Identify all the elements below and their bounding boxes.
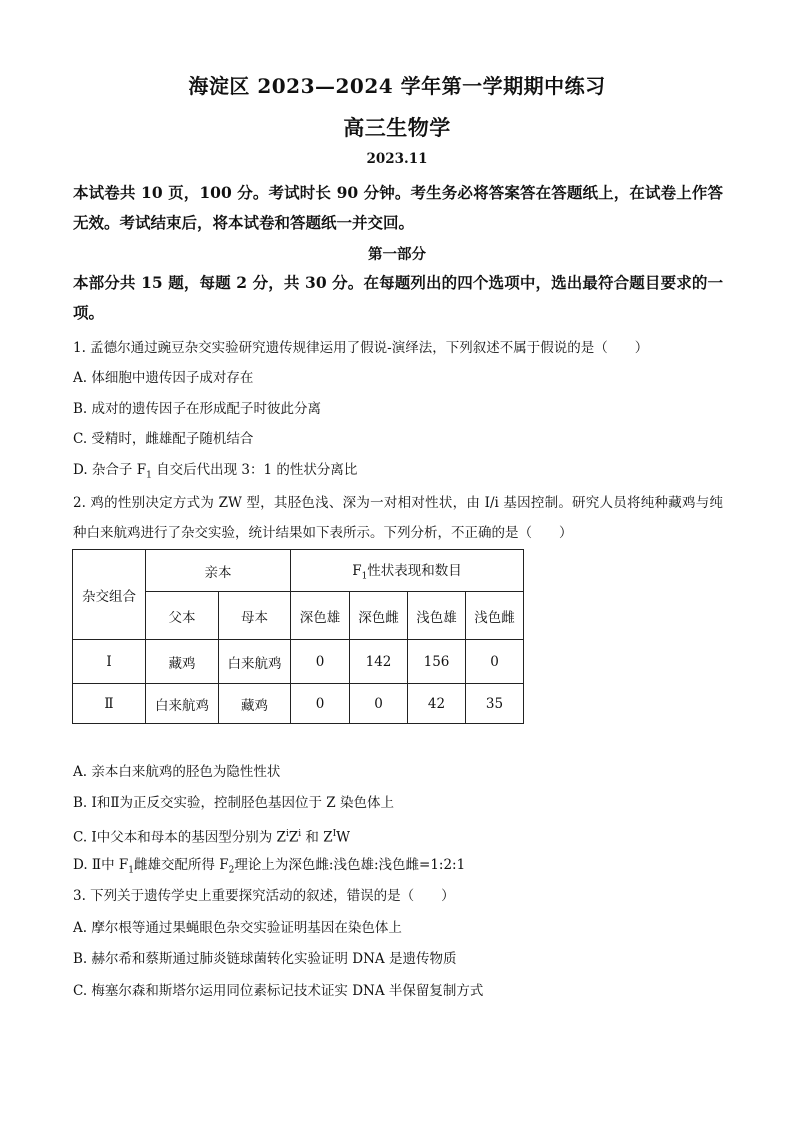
- header-father: 父本: [146, 592, 219, 640]
- header-cross-group: 杂交组合: [73, 550, 146, 640]
- q2-option-c: C. Ⅰ中父本和母本的基因型分别为 $Z^iZ^i$ 和 $Z^IW$: [73, 829, 351, 846]
- q2-option-a: A. 亲本白来航鸡的胫色为隐性性状: [73, 764, 281, 780]
- cell-father: 藏鸡: [146, 640, 219, 684]
- q3-option-a: A. 摩尔根等通过果蝇眼色杂交实验证明基因在染色体上: [73, 920, 402, 936]
- cell-value: 0: [291, 684, 350, 724]
- q1-option-d: D. 杂合子 $F_1$ 自交后代出现 3：1 的性状分离比: [73, 462, 358, 481]
- cell-father: 白来航鸡: [146, 684, 219, 724]
- q1-stem: 1. 孟德尔通过豌豆杂交实验研究遗传规律运用了假说-演绎法，下列叙述不属于假说的是（ ）: [73, 340, 649, 356]
- part-title: 第一部分: [368, 246, 426, 263]
- cell-value: 156: [408, 640, 466, 684]
- q3-option-b: B. 赫尔希和蔡斯通过肺炎链球菌转化实验证明 DNA 是遗传物质: [73, 951, 457, 967]
- exam-subject: 高三生物学: [343, 115, 451, 140]
- cell-value: 35: [466, 684, 524, 724]
- header-f1: $F_1$性状表现和数目: [291, 550, 524, 592]
- q3-stem: 3. 下列关于遗传学史上重要探究活动的叙述，错误的是（ ）: [73, 888, 455, 904]
- header-mother: 母本: [219, 592, 291, 640]
- header-light-male: 浅色雄: [408, 592, 466, 640]
- exam-date: 2023.11: [366, 151, 428, 167]
- q1-option-a: A. 体细胞中遗传因子成对存在: [73, 370, 254, 386]
- cell-value: 42: [408, 684, 466, 724]
- cell-mother: 白来航鸡: [219, 640, 291, 684]
- header-light-female: 浅色雌: [466, 592, 524, 640]
- q3-option-c: C. 梅塞尔森和斯塔尔运用同位素标记技术证实 DNA 半保留复制方式: [73, 983, 484, 999]
- exam-notice: 本试卷共 10 页，100 分。考试时长 90 分钟。考生务必将答案答在答题纸上，在试卷上作答无效。考试结束后，将本试卷和答题纸一并交回。: [73, 183, 723, 232]
- table-row: [73, 640, 524, 684]
- table-row: [73, 684, 524, 724]
- q1-option-c: C. 受精时，雌雄配子随机结合: [73, 431, 254, 447]
- q2-option-b: B. Ⅰ和Ⅱ为正反交实验，控制胫色基因位于 Z 染色体上: [73, 795, 394, 811]
- cell-value: 142: [350, 640, 408, 684]
- q1-option-b: B. 成对的遗传因子在形成配子时彼此分离: [73, 401, 322, 417]
- cell-group: Ⅰ: [73, 640, 146, 684]
- cell-value: 0: [466, 640, 524, 684]
- q2-option-d: D. Ⅱ中 $F_1$雌雄交配所得 $F_2$理论上为深色雌:浅色雄:浅色雌=1:2:1: [73, 857, 466, 876]
- part-description: 本部分共 15 题，每题 2 分，共 30 分。在每题列出的四个选项中，选出最符合题目要求的一项。: [73, 273, 723, 322]
- cross-table: [72, 549, 524, 724]
- cell-group: Ⅱ: [73, 684, 146, 724]
- header-dark-male: 深色雄: [291, 592, 350, 640]
- exam-title: 海淀区 2023—2024 学年第一学期期中练习: [188, 74, 606, 98]
- header-parents: 亲本: [146, 550, 291, 592]
- q2-stem: 2. 鸡的性别决定方式为 ZW 型，其胫色浅、深为一对相对性状，由 I/i 基因控制。研究人员将纯种藏鸡与纯种白来航鸡进行了杂交实验，统计结果如下表所示。下列分析，不正确的是（ ）: [73, 495, 723, 541]
- cell-mother: 藏鸡: [219, 684, 291, 724]
- cell-value: 0: [350, 684, 408, 724]
- header-dark-female: 深色雌: [350, 592, 408, 640]
- cell-value: 0: [291, 640, 350, 684]
